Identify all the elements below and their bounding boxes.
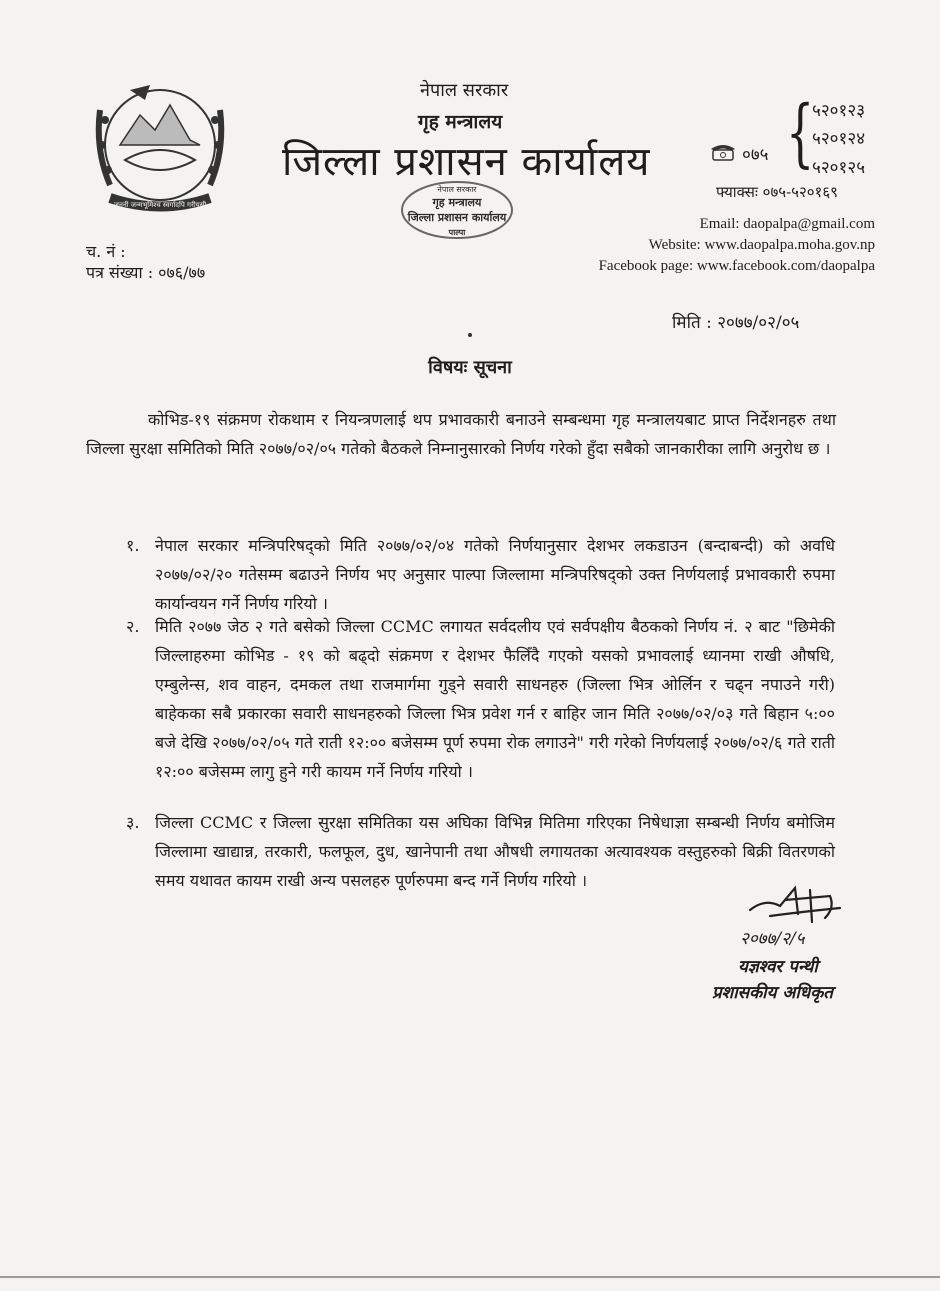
stamp-line-1: नेपाल सरकार [437,185,477,194]
nepal-emblem-icon [80,70,240,220]
item-text-1: नेपाल सरकार मन्त्रिपरिषद्को मिति २०७७/०२/०४ गतेको निर्णयानुसार देशभर लकडाउन (बन्दाबन्दी) को अवधि २०७७/०२/२० गतेसम्म बढाउने निर्णय भए अनुसार पाल्पा जिल्लामा मन्त्रिपरिषद्को उक्त निर्णयलाई प्रभावकारी रुपमा कार्यान्वयन गर्ने निर्णय गरियो । [155,536,835,613]
subject-heading: विषयः सूचना [428,357,512,378]
office-seal-stamp [392,175,522,245]
office-name: जिल्ला प्रशासन कार्यालय [282,139,651,185]
phone-number-3: ५२०१२५ [812,158,866,178]
page-bottom-edge [0,1276,940,1278]
fax-number: फ्याक्सः ०७५-५२०१६९ [716,183,838,201]
facebook-page: Facebook page: www.facebook.com/daopalpa [598,258,875,274]
ministry-name: गृह मन्त्रालय [418,111,503,133]
dispatch-number: च. नं : [86,242,126,261]
website-address: Website: www.daopalpa.moha.gov.np [648,237,875,253]
item-number-1: १. [126,536,140,555]
phone-area-code: ०७५ [742,145,769,165]
signature-date: २०७७/२/५ [740,929,805,949]
government-name: नेपाल सरकार [420,80,509,101]
item-number-3: ३. [126,813,140,832]
handwritten-signature [740,878,850,926]
phone-number-1: ५२०१२३ [812,101,866,121]
signatory-title: प्रशासकीय अधिकृत [712,983,833,1003]
decorative-dot [468,333,472,337]
signatory-name: यज्ञश्वर पन्थी [738,957,818,977]
stamp-line-4: पाल्पा [448,228,466,237]
email-address: Email: daopalpa@gmail.com [699,216,875,232]
stamp-line-3: जिल्ला प्रशासन कार्यालय [407,211,507,224]
letter-number: पत्र संख्या : ०७६/७७ [86,263,206,282]
telephone-icon [710,143,736,161]
phone-number-2: ५२०१२४ [812,129,866,149]
emblem-motto: जननी जन्मभूमिश्च स्वर्गादपि गरीयसी [113,201,207,209]
brace-symbol: { [786,90,815,176]
intro-paragraph: कोभिड-१९ संक्रमण रोकथाम र नियन्त्रणलाई थप प्रभावकारी बनाउने सम्बन्धमा गृह मन्त्रालयबाट प्राप्त निर्देशनहरु तथा जिल्ला सुरक्षा समितिको मिति २०७७/०२/०५ गतेको बैठकले निम्नानुसारको निर्णय गरेको हुँदा सबैको जानकारीका लागि अनुरोध छ । [86,410,836,458]
stamp-line-2: गृह मन्त्रालय [432,196,482,209]
letter-date: मिति : २०७७/०२/०५ [672,313,800,333]
item-text-2: मिति २०७७ जेठ २ गते बसेको जिल्ला CCMC लगायत सर्वदलीय एवं सर्वपक्षीय बैठकको निर्णय नं. २ बाट "छिमेकी जिल्लाहरुमा कोभिड - १९ को बढ्दो संक्रमण र देशभर फैलिँदै गएको यसको प्रभावलाई ध्यानमा राखी औषधि, एम्बुलेन्स, शव वाहन, दमकल तथा राजमार्गमा गुड्ने सवारी साधनहरु (जिल्ला भित्र ओर्लिन र चढ्न नपाउने गरी) बाहेकका सबै प्रकारका सवारी साधनहरुको जिल्ला भित्र प्रवेश गर्न र बाहिर जान मिति २०७७/०२/०३ गते बिहान ५:०० बजे देखि २०७७/०२/०५ गते राती १२:०० बजेसम्म पूर्ण रुपमा रोक लगाउने" गरी गरेको निर्णयलाई २०७७/०२/६ गते राती १२:०० बजेसम्म लागु हुने गरी कायम गर्ने निर्णय गरियो । [155,617,835,781]
item-text-3: जिल्ला CCMC र जिल्ला सुरक्षा समितिका यस अघिका विभिन्न मितिमा गरिएका निषेधाज्ञा सम्बन्धी निर्णय बमोजिम जिल्लामा खाद्यान्न, तरकारी, फलफूल, दुध, खानेपानी तथा औषधी लगायतका अत्यावश्यक वस्तुहरुको बिक्री वितरणको समय यथावत कायम राखी अन्य पसलहरु पूर्णरुपमा बन्द गर्ने निर्णय गरियो । [155,813,835,890]
item-number-2: २. [126,617,140,636]
